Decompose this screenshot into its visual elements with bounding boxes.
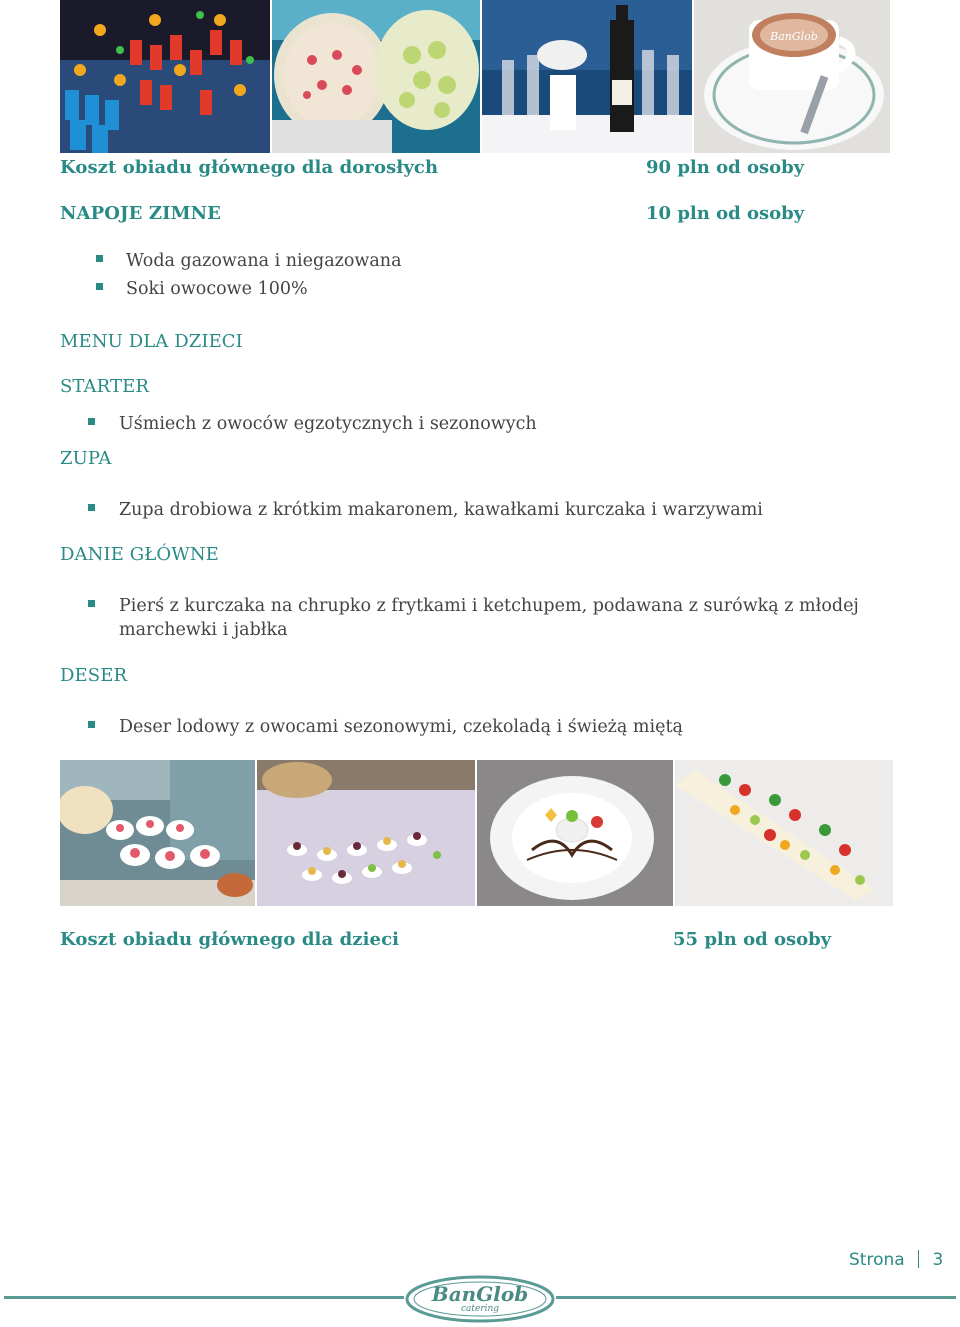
cold-drink-item: Woda gazowana i niegazowana [126,251,402,271]
dessert-item: Deser lodowy z owocami sezonowymi, czekoladą i świeżą miętą [119,717,683,737]
adult-menu-price: 90 pln od osoby [646,157,805,178]
cold-drink-item: Soki owocowe 100% [126,279,308,299]
logo-text: BanGlob [431,1282,529,1306]
bullet-icon [96,255,103,262]
logo-subtext: catering [460,1304,500,1314]
photo-plated-dessert [477,760,673,906]
kids-total-title: Koszt obiadu głównego dla dzieci [60,929,400,950]
photo-fruit-punch [272,0,480,153]
photo-drinks-buffet [60,0,270,153]
banglob-logo [404,1275,556,1323]
footer-rule-right [556,1296,956,1299]
footer-rule-left [4,1296,404,1299]
cold-drinks-title: NAPOJE ZIMNE [60,203,221,224]
bullet-icon [88,418,95,425]
cold-drinks-price: 10 pln od osoby [646,203,805,224]
kids-total-price: 55 pln od osoby [673,929,832,950]
bullet-icon [88,721,95,728]
bullet-icon [88,504,95,511]
main-course-title: DANIE GŁÓWNE [60,544,219,565]
main-course-item: Pierś z kurczaka na chrupko z frytkami i ketchupem, podawana z surówką z młodej [119,596,859,616]
photo-dessert-glasses [60,760,255,906]
page-label: Strona [849,1250,905,1270]
main-course-item-continued: marchewki i jabłka [119,620,288,640]
starter-title: STARTER [60,376,149,397]
starter-item: Uśmiech z owoców egzotycznych i sezonowych [119,414,537,434]
page-separator [918,1250,919,1268]
soup-item: Zupa drobiowa z krótkim makaronem, kawałkami kurczaka i warzywami [119,500,763,520]
kids-menu-title: MENU DLA DZIECI [60,331,243,352]
photo-table-wine [482,0,692,153]
page-number-label [849,1250,943,1270]
bullet-icon [96,283,103,290]
soup-title: ZUPA [60,448,112,469]
photo-coffee-cup [694,0,890,153]
photo-canape-spoons [257,760,475,906]
adult-menu-title: Koszt obiadu głównego dla dorosłych [60,157,439,178]
bullet-icon [88,600,95,607]
dessert-title: DESER [60,665,128,686]
svg-text:BanGlob: BanGlob [770,30,818,43]
photo-fruit-skewers [675,760,893,906]
page-number: 3 [932,1250,944,1270]
